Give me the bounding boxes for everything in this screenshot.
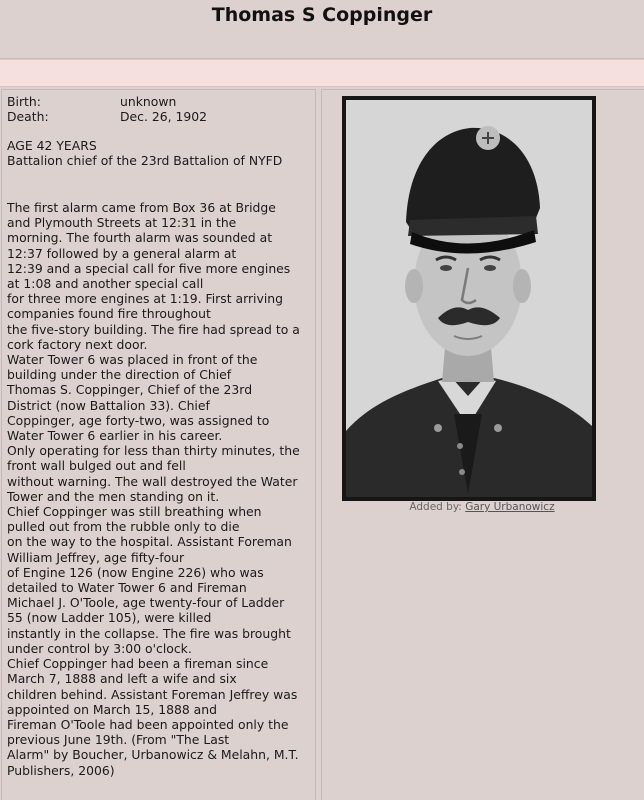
bio-line: detailed to Water Tower 6 and Fireman [7,580,247,596]
bio-line: instantly in the collapse. The fire was brought [7,625,291,641]
bio-line: 12:39 and a special call for five more engines [7,260,291,276]
bio-line: Tower and the men standing on it. [7,488,220,504]
bio-line: Only operating for less than thirty minutes, the [7,443,300,459]
bio-line: building under the direction of Chief [7,367,232,383]
bio-line: on the way to the hospital. Assistant Foreman [7,534,292,550]
bio-line: previous June 19th. (From "The Last [7,732,230,748]
bio-line: under control by 3:00 o'clock. [7,640,192,656]
bio-line: March 7, 1888 and left a wife and six [7,671,237,687]
bio-line: front wall bulged out and fell [7,458,186,474]
death-label: Death: [7,109,49,124]
bio-line: the five-story building. The fire had spread to a [7,321,300,337]
bio-line: without warning. The wall destroyed the Water [7,473,298,489]
bio-line: Chief Coppinger had been a fireman since [7,656,269,672]
death-value: Dec. 26, 1902 [120,109,208,124]
bio-line: of Engine 126 (now Engine 226) who was [7,564,264,580]
bio-line: companies found fire throughout [7,306,211,322]
photo-panel [321,89,644,800]
credit-label: Added by: [409,501,462,513]
bio-line: at 1:08 and another special call [7,276,204,292]
bio-line: William Jeffrey, age fifty-four [7,549,185,565]
portrait-photo[interactable] [342,96,596,501]
bio-body [7,200,315,778]
bio-line: Coppinger, age forty-two, was assigned to [7,412,270,428]
credit-author-link[interactable]: Gary Urbanowicz [465,501,555,513]
bio-line: cork factory next door. [7,336,148,352]
birth-value: unknown [120,94,177,109]
intro-line: AGE 42 YEARS [7,138,97,153]
bio-line: Publishers, 2006) [7,762,115,778]
bio-line: appointed on March 15, 1888 and [7,701,217,717]
bio-line: morning. The fourth alarm was sounded at [7,230,273,246]
bio-line: Alarm" by Boucher, Urbanowicz & Melahn, M.T. [7,747,299,763]
header-band [0,59,644,87]
bio-line: Fireman O'Toole had been appointed only the [7,716,289,732]
bio-line: 12:37 followed by a general alarm at [7,245,237,261]
bio-line: Chief Coppinger was still breathing when [7,504,262,520]
portrait-illustration [342,96,596,501]
bio-line: The first alarm came from Box 36 at Bridge [7,200,276,215]
bio-intro [7,138,315,168]
bio-line: Michael J. O'Toole, age twenty-four of Ladder [7,595,285,611]
birth-label: Birth: [7,94,41,109]
bio-line: Water Tower 6 earlier in his career. [7,428,223,444]
photo-credit [342,501,622,513]
intro-line: Battalion chief of the 23rd Battalion of NYFD [7,153,283,169]
page-title: Thomas S Coppinger [211,4,433,26]
bio-line: and Plymouth Streets at 12:31 in the [7,215,237,231]
bio-line: children behind. Assistant Foreman Jeffrey was [7,686,298,702]
bio-line: 55 (now Ladder 105), were killed [7,610,212,626]
bio-line: Water Tower 6 was placed in front of the [7,352,258,368]
bio-line: for three more engines at 1:19. First arriving [7,291,283,307]
bio-panel [1,89,316,800]
bio-line: pulled out from the rubble only to die [7,519,240,535]
bio-line: District (now Battalion 33). Chief [7,397,210,413]
bio-line: Thomas S. Coppinger, Chief of the 23rd [7,382,253,398]
title-bar [0,0,644,59]
